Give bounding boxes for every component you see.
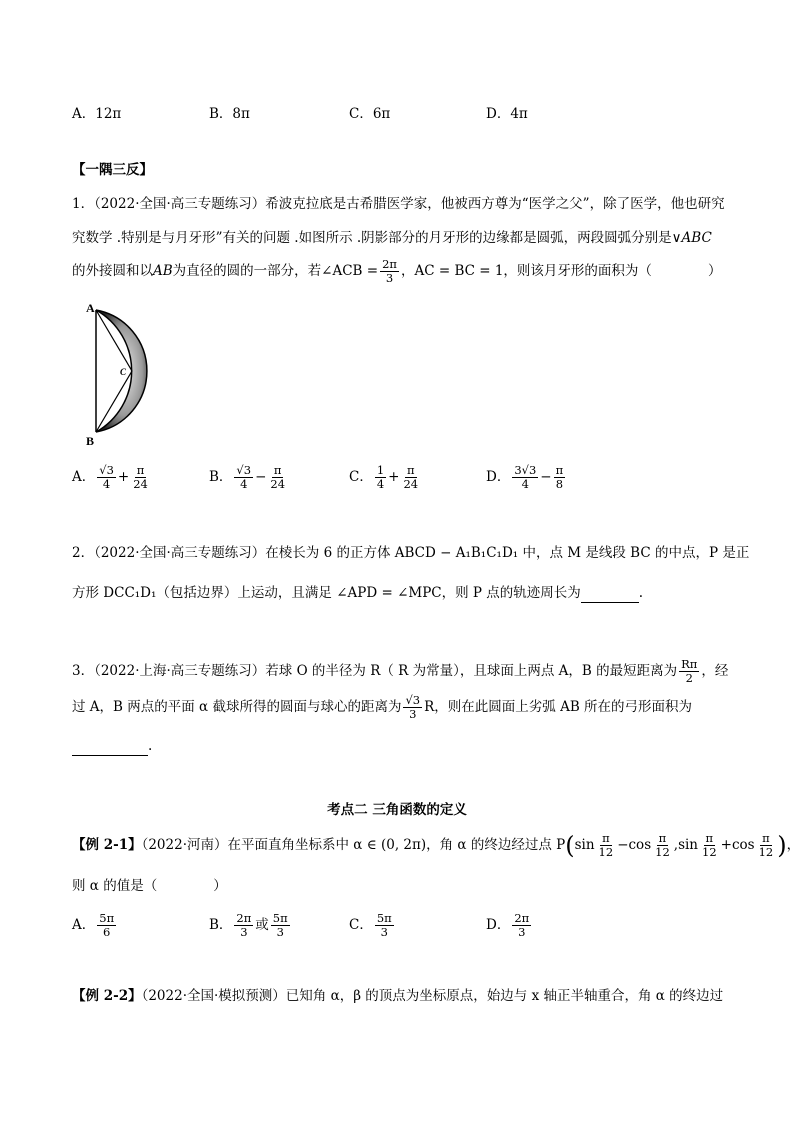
q1-option-d bbox=[486, 464, 567, 491]
q3-line1 bbox=[72, 658, 728, 685]
fraction bbox=[512, 912, 531, 939]
frac-denominator: 3 bbox=[240, 925, 248, 939]
section2-title: 考点二 三角函数的定义 bbox=[327, 802, 467, 818]
figure-label-c: C bbox=[120, 367, 127, 377]
frac-numerator: Rπ bbox=[681, 657, 698, 671]
crescent-figure bbox=[82, 298, 168, 448]
frac-numerator: √3 bbox=[99, 463, 114, 477]
frac-denominator: 12 bbox=[702, 845, 717, 859]
operator: + bbox=[720, 837, 732, 853]
fraction bbox=[268, 464, 287, 491]
q1-option-c bbox=[349, 464, 422, 491]
fraction bbox=[234, 912, 253, 939]
option-prefix: C． bbox=[349, 469, 373, 485]
frac-denominator: 24 bbox=[403, 477, 419, 491]
q1-triangle: ∨ABC bbox=[671, 230, 712, 246]
ex21-line2 bbox=[72, 876, 227, 896]
q3-line2-a: 过 A，B 两点的平面 α 截球所得的圆面与球心的距离为 bbox=[72, 699, 402, 715]
cos-text: cos bbox=[731, 837, 755, 853]
frac-numerator: 2π bbox=[382, 257, 397, 271]
frac-denominator: 4 bbox=[102, 477, 111, 491]
fraction bbox=[271, 912, 290, 939]
q1-option-b bbox=[209, 464, 289, 491]
q1-line2-text: 究数学 .特别是与月牙形”有关的问题 .如图所示 .阴影部分的月牙形的边缘都是圆弧，两段圆弧分别是 bbox=[72, 230, 672, 246]
q2-line2 bbox=[72, 583, 643, 603]
frac-numerator: 1 bbox=[376, 463, 385, 477]
line-end: ， bbox=[786, 837, 800, 853]
frac-denominator: 12 bbox=[758, 845, 774, 859]
ex21-option-d bbox=[486, 912, 533, 939]
frac-denominator: 3 bbox=[276, 925, 284, 939]
option-prefix: B． bbox=[209, 469, 233, 485]
option-prefix: B． bbox=[209, 917, 233, 933]
q1-line1: 1．（2022·全国·高三专题练习）希波克拉底是古希腊医学家，他被西方尊为“医学之父”，除了医学，他也研究 bbox=[72, 196, 725, 212]
frac-numerator: π bbox=[407, 463, 415, 477]
fraction bbox=[97, 912, 116, 939]
fraction bbox=[757, 832, 776, 859]
frac-numerator: √3 bbox=[236, 463, 252, 477]
ex21-option-c bbox=[349, 912, 396, 939]
ex21-option-b bbox=[209, 912, 292, 939]
q1-angle-fraction bbox=[380, 258, 399, 285]
option-b: B．8π bbox=[209, 106, 250, 122]
operator: − bbox=[255, 469, 267, 485]
ex22-line1 bbox=[72, 986, 723, 1006]
frac-denominator: 8 bbox=[555, 477, 564, 491]
ex21-option-a bbox=[72, 912, 118, 939]
fraction bbox=[97, 464, 116, 491]
option-c: C．6π bbox=[349, 106, 391, 122]
fraction bbox=[375, 464, 386, 491]
q3-line3 bbox=[72, 736, 152, 756]
frac-denominator: 24 bbox=[270, 477, 286, 491]
q3-line1-a: 3．（2022·上海·高三专题练习）若球 O 的半径为 R（ R 为常量），且球面上两点 A，B 的最短距离为 bbox=[72, 663, 678, 679]
frac-numerator: π bbox=[136, 463, 145, 477]
frac-denominator: 3 bbox=[385, 271, 394, 285]
q3-line3-end: . bbox=[148, 738, 153, 754]
fraction bbox=[554, 464, 566, 491]
frac-denominator: 2 bbox=[685, 671, 693, 685]
q1-line3-a: 的外接圆和以 bbox=[72, 263, 153, 279]
fraction bbox=[375, 912, 394, 939]
fraction bbox=[512, 464, 538, 491]
fraction bbox=[679, 658, 699, 685]
ex22-label: 【例 2-2】 bbox=[72, 988, 142, 1004]
frac-numerator: 5π bbox=[272, 911, 288, 925]
fraction bbox=[401, 464, 420, 491]
q3-line1-b: ，经 bbox=[701, 663, 729, 679]
fraction bbox=[700, 832, 719, 859]
q2-line2-end: . bbox=[638, 585, 644, 601]
q1-line3-ab: AB bbox=[153, 263, 173, 279]
q1-line3 bbox=[72, 258, 721, 285]
frac-denominator: 24 bbox=[133, 477, 148, 491]
frac-denominator: 3 bbox=[409, 707, 417, 721]
frac-denominator: 3 bbox=[518, 925, 526, 939]
frac-numerator: 5π bbox=[99, 911, 115, 925]
fraction bbox=[597, 832, 616, 859]
q3-line2-b: R，则在此圆面上劣弧 AB 所在的弓形面积为 bbox=[424, 699, 693, 715]
option-prefix: C． bbox=[349, 917, 373, 933]
option-prefix: A． bbox=[72, 469, 96, 485]
frac-denominator: 4 bbox=[376, 477, 385, 491]
frac-denominator: 4 bbox=[240, 477, 248, 491]
operator: + bbox=[388, 469, 400, 485]
frac-numerator: π bbox=[762, 831, 770, 845]
frac-denominator: 12 bbox=[655, 845, 670, 859]
operator: − bbox=[617, 837, 629, 853]
fraction bbox=[653, 832, 672, 859]
ex21-line1 bbox=[72, 832, 800, 859]
answer-blank[interactable] bbox=[72, 741, 148, 756]
frac-denominator: 6 bbox=[103, 925, 111, 939]
fraction bbox=[403, 694, 422, 721]
frac-numerator: 2π bbox=[236, 911, 252, 925]
sin-text: sin bbox=[574, 837, 595, 853]
frac-numerator: π bbox=[555, 463, 564, 477]
cos-text: cos bbox=[628, 837, 652, 853]
open-paren: ( bbox=[565, 831, 575, 860]
q1-option-a bbox=[72, 464, 152, 491]
frac-numerator: 3√3 bbox=[514, 463, 537, 477]
frac-numerator: π bbox=[273, 463, 282, 477]
frac-denominator: 3 bbox=[380, 925, 388, 939]
frac-numerator: π bbox=[658, 831, 667, 845]
frac-numerator: 2π bbox=[514, 911, 530, 925]
frac-denominator: 12 bbox=[598, 845, 614, 859]
figure-label-a: A bbox=[86, 301, 95, 315]
frac-numerator: √3 bbox=[405, 693, 421, 707]
operator: − bbox=[540, 469, 552, 485]
frac-numerator: π bbox=[602, 831, 610, 845]
comma: , bbox=[673, 837, 679, 853]
frac-numerator: π bbox=[705, 831, 714, 845]
option-d: D．4π bbox=[486, 106, 528, 122]
frac-denominator: 4 bbox=[521, 477, 529, 491]
fraction bbox=[234, 464, 253, 491]
q2-line2-text: 方形 DCC₁D₁（包括边界）上运动，且满足 ∠APD = ∠MPC，则 P 点的轨迹周长为 bbox=[72, 585, 581, 601]
close-paren: ) bbox=[777, 831, 787, 860]
or-text: 或 bbox=[255, 917, 269, 933]
q2-line1: 2．（2022·全国·高三专题练习）在棱长为 6 的正方体 ABCD − A₁B₁C₁D₁ 中，点 M 是线段 BC 的中点，P 是正 bbox=[72, 545, 750, 561]
option-prefix: D． bbox=[486, 469, 511, 485]
frac-numerator: 5π bbox=[376, 911, 392, 925]
ex21-text: （2022·河南）在平面直角坐标系中 α ∈ (0, 2π)，角 α 的终边经过点 P bbox=[141, 837, 566, 853]
q1-line3-c: ，AC = BC = 1，则该月牙形的面积为（ bbox=[400, 263, 652, 279]
fraction bbox=[131, 464, 150, 491]
q1-line2 bbox=[72, 228, 712, 248]
answer-blank[interactable] bbox=[581, 588, 639, 603]
figure-label-b: B bbox=[86, 434, 95, 448]
ex21-line2-end: ） bbox=[213, 878, 227, 894]
option-prefix: D． bbox=[486, 917, 511, 933]
q3-line2 bbox=[72, 694, 692, 721]
q1-line3-b: 为直径的圆的一部分，若∠ACB = bbox=[172, 263, 379, 279]
ex21-label: 【例 2-1】 bbox=[72, 837, 142, 853]
ex22-text: （2022·全国·模拟预测）已知角 α，β 的顶点为坐标原点，始边与 x 轴正半轴重合，角 α 的终边过 bbox=[141, 988, 724, 1004]
option-prefix: A． bbox=[72, 917, 96, 933]
sin-text: sin bbox=[678, 837, 699, 853]
ex21-line2-text: 则 α 的值是（ bbox=[72, 878, 158, 894]
operator: + bbox=[117, 469, 130, 485]
option-a: A．12π bbox=[72, 106, 122, 122]
section-header: 【一隅三反】 bbox=[72, 162, 153, 178]
q1-line3-d: ） bbox=[707, 263, 722, 279]
